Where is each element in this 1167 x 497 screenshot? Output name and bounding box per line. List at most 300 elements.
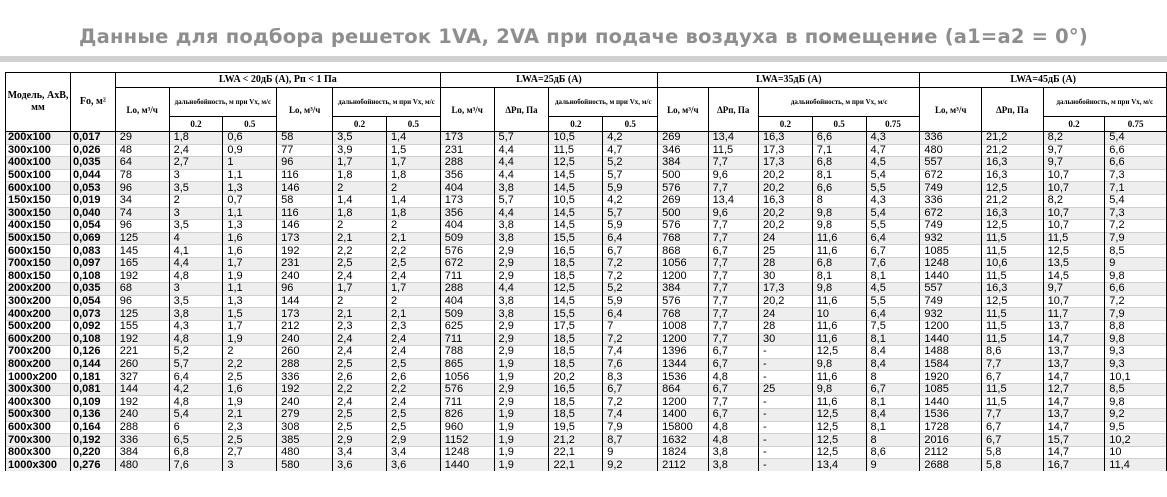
value-cell: 14,5 [549,169,603,182]
value-cell: 1,9 [494,459,549,471]
value-cell: 9,8 [1105,396,1167,409]
value-cell: 960 [440,421,494,434]
value-cell: 749 [920,220,982,233]
value-cell: 3,8 [494,295,549,308]
value-cell: 7,6 [169,459,223,471]
value-cell: 2,9 [494,245,549,258]
value-cell: 404 [440,295,494,308]
value-cell: 10,7 [1043,207,1105,220]
table-row [6,270,1167,283]
value-cell: 7,7 [708,220,758,233]
value-cell: 1920 [920,371,982,384]
value-cell: 2016 [920,434,982,447]
table-row [6,409,1167,422]
value-cell: 6,6 [1105,283,1167,296]
value-cell: 5,8 [982,446,1044,459]
value-cell: 5,4 [866,207,920,220]
value-cell: 1,9 [223,333,277,346]
value-cell: 8,4 [866,346,920,359]
value-cell: 336 [920,194,982,207]
table-row [6,144,1167,157]
value-cell: 7,4 [603,409,658,422]
table-row [6,245,1167,258]
value-cell: 4,8 [708,421,758,434]
value-cell: 8,6 [866,446,920,459]
value-cell: 3,8 [494,308,549,321]
col-lo-header: Lo, м³/ч [115,88,169,132]
value-cell: 7,4 [603,346,658,359]
fo-cell: 0,053 [70,182,115,195]
value-cell: 4,1 [169,245,223,258]
value-cell: 2 [386,182,440,195]
value-cell: 9,3 [1105,346,1167,359]
value-cell: 14,7 [1043,446,1105,459]
value-cell: 15800 [658,421,708,434]
fo-cell: 0,108 [70,270,115,283]
title-divider [0,56,1167,62]
value-cell: 3,8 [494,220,549,233]
value-cell: 288 [115,421,169,434]
value-cell: 4 [169,232,223,245]
value-cell: - [758,421,812,434]
value-cell: 12,5 [812,434,866,447]
value-cell: 68 [115,283,169,296]
value-cell: 1,3 [223,220,277,233]
value-cell: 212 [277,320,333,333]
value-cell: 16,3 [982,207,1044,220]
value-cell: 9,8 [812,283,866,296]
value-cell: 14,7 [1043,371,1105,384]
fo-cell: 0,054 [70,295,115,308]
value-cell: 0,6 [223,132,277,145]
value-cell: 8,4 [866,358,920,371]
value-cell: 2688 [920,459,982,471]
value-cell: 15,5 [549,232,603,245]
value-cell: 8,6 [982,346,1044,359]
value-cell: 385 [277,434,333,447]
value-cell: 4,4 [494,169,549,182]
value-cell: 2,3 [386,320,440,333]
value-cell: 5,5 [866,295,920,308]
group-header-20db: LWA < 20дБ (А), Рп < 1 Па [115,73,440,88]
value-cell: 1,8 [386,207,440,220]
value-cell: 4,7 [866,144,920,157]
value-cell: 11,5 [982,232,1044,245]
col-vx-header: 0.2 [333,117,387,132]
value-cell: 9,7 [1043,283,1105,296]
value-cell: 3 [169,207,223,220]
value-cell: 25 [758,245,812,258]
value-cell: 96 [115,220,169,233]
value-cell: 1056 [440,371,494,384]
col-dp-header: ΔРп, Па [708,88,758,132]
value-cell: 10,7 [1043,169,1105,182]
value-cell: 2 [169,194,223,207]
value-cell: 1,9 [494,358,549,371]
value-cell: 30 [758,333,812,346]
value-cell: 30 [758,270,812,283]
value-cell: 17,3 [758,144,812,157]
col-vx-header: 0.2 [549,117,603,132]
col-range-header: дальнобойность, м при Vx, м/с [758,88,919,117]
value-cell: 17,5 [549,320,603,333]
value-cell: 28 [758,320,812,333]
value-cell: 16,5 [549,383,603,396]
value-cell: 13,7 [1043,358,1105,371]
value-cell: 3,8 [708,459,758,471]
value-cell: 10,1 [1105,371,1167,384]
value-cell: 9,8 [812,207,866,220]
value-cell: 480 [115,459,169,471]
value-cell: 1,8 [333,207,387,220]
value-cell: 5,9 [603,295,658,308]
value-cell: 11,6 [812,295,866,308]
value-cell: 9,7 [1043,157,1105,170]
value-cell: 6,7 [708,245,758,258]
value-cell: 288 [277,358,333,371]
fo-cell: 0,017 [70,132,115,145]
value-cell: 16,3 [758,194,812,207]
model-cell: 1000x200 [6,371,71,384]
value-cell: 1396 [658,346,708,359]
value-cell: 2,2 [333,245,387,258]
col-lo-header: Lo, м³/ч [920,88,982,132]
value-cell: 14,7 [1043,333,1105,346]
value-cell: 1,9 [494,409,549,422]
value-cell: 509 [440,308,494,321]
value-cell: 48 [115,144,169,157]
value-cell: 4,4 [494,283,549,296]
value-cell: 1,9 [494,446,549,459]
value-cell: 4,3 [169,320,223,333]
value-cell: 2,6 [386,371,440,384]
value-cell: 7,2 [1105,220,1167,233]
value-cell: 2,9 [494,396,549,409]
value-cell: 6,4 [603,232,658,245]
value-cell: 116 [277,207,333,220]
value-cell: 2,4 [386,333,440,346]
value-cell: 155 [115,320,169,333]
value-cell: 7,7 [708,182,758,195]
value-cell: 288 [440,157,494,170]
value-cell: 8,5 [1105,383,1167,396]
value-cell: 5,5 [866,220,920,233]
value-cell: 1,7 [223,320,277,333]
value-cell: 1632 [658,434,708,447]
fo-cell: 0,126 [70,346,115,359]
value-cell: 6,7 [866,383,920,396]
value-cell: 2112 [920,446,982,459]
value-cell: 2,7 [169,157,223,170]
value-cell: 5,7 [169,358,223,371]
value-cell: 7,7 [708,283,758,296]
value-cell: 4,8 [169,396,223,409]
model-cell: 150x150 [6,194,71,207]
value-cell: 3,8 [494,232,549,245]
model-cell: 400x300 [6,396,71,409]
value-cell: 4,3 [866,194,920,207]
value-cell: 2,5 [333,257,387,270]
value-cell: 12,5 [982,295,1044,308]
value-cell: 6,4 [603,308,658,321]
col-vx-header: 0.75 [1105,117,1167,132]
value-cell: 10,2 [1105,434,1167,447]
table-row [6,358,1167,371]
value-cell: 3 [223,459,277,471]
fo-cell: 0,069 [70,232,115,245]
value-cell: 221 [115,346,169,359]
model-cell: 600x100 [6,182,71,195]
value-cell: 22,1 [549,446,603,459]
value-cell: 1,5 [386,144,440,157]
value-cell: 10,5 [549,194,603,207]
model-cell: 300x300 [6,383,71,396]
col-vx-header: 0.5 [812,117,866,132]
value-cell: 240 [277,333,333,346]
value-cell: 2,1 [386,308,440,321]
value-cell: 1,8 [169,132,223,145]
value-cell: 5,2 [169,346,223,359]
value-cell: 11,5 [982,333,1044,346]
value-cell: 58 [277,194,333,207]
value-cell: 10,7 [1043,295,1105,308]
value-cell: 1,1 [223,169,277,182]
value-cell: 2,5 [223,434,277,447]
value-cell: 144 [115,383,169,396]
value-cell: 4,2 [169,383,223,396]
value-cell: 77 [277,144,333,157]
value-cell: 2,4 [333,346,387,359]
value-cell: 1584 [920,358,982,371]
value-cell: 10,6 [982,257,1044,270]
value-cell: 5,5 [866,182,920,195]
value-cell: 64 [115,157,169,170]
value-cell: 1728 [920,421,982,434]
model-cell: 400x100 [6,157,71,170]
value-cell: 2,1 [386,232,440,245]
value-cell: 2,2 [333,383,387,396]
value-cell: 557 [920,157,982,170]
value-cell: 1,7 [386,157,440,170]
value-cell: - [758,459,812,471]
value-cell: 10 [1105,446,1167,459]
table-row [6,232,1167,245]
value-cell: 3,4 [333,446,387,459]
value-cell: 1,8 [333,169,387,182]
value-cell: 7 [603,320,658,333]
value-cell: 18,5 [549,270,603,283]
value-cell: 576 [658,182,708,195]
value-cell: 15,7 [1043,434,1105,447]
value-cell: 7,7 [982,409,1044,422]
value-cell: 672 [920,169,982,182]
value-cell: 8,1 [866,421,920,434]
value-cell: 2,9 [494,320,549,333]
value-cell: 8,1 [866,396,920,409]
value-cell: 145 [115,245,169,258]
value-cell: 788 [440,346,494,359]
value-cell: 9,2 [603,459,658,471]
group-header-35db: LWA=35дБ (А) [658,73,920,88]
value-cell: 173 [440,194,494,207]
model-cell: 600x150 [6,245,71,258]
value-cell: 12,5 [812,409,866,422]
value-cell: 576 [658,295,708,308]
value-cell: 16,3 [982,169,1044,182]
value-cell: 11,6 [812,333,866,346]
value-cell: 18,5 [549,346,603,359]
value-cell: 74 [115,207,169,220]
table-row [6,371,1167,384]
value-cell: 14,5 [549,182,603,195]
value-cell: 12,5 [549,157,603,170]
value-cell: 34 [115,194,169,207]
value-cell: 2,9 [494,383,549,396]
value-cell: 5,2 [603,283,658,296]
value-cell: 9,8 [812,358,866,371]
value-cell: 25 [758,383,812,396]
value-cell: 7,9 [1105,232,1167,245]
value-cell: 2,9 [494,257,549,270]
value-cell: 7,7 [708,396,758,409]
value-cell: 13,5 [1043,257,1105,270]
value-cell: 13,4 [812,459,866,471]
model-cell: 400x150 [6,220,71,233]
fo-cell: 0,083 [70,245,115,258]
value-cell: 1488 [920,346,982,359]
col-vx-header: 0.2 [758,117,812,132]
value-cell: 1,3 [223,182,277,195]
value-cell: 1440 [920,396,982,409]
value-cell: 231 [277,257,333,270]
value-cell: 2,4 [386,346,440,359]
value-cell: 336 [920,132,982,145]
col-vx-header: 0.5 [603,117,658,132]
value-cell: 8,5 [1105,245,1167,258]
col-lo-header: Lo, м³/ч [277,88,333,132]
value-cell: 1,6 [223,232,277,245]
value-cell: 240 [277,270,333,283]
value-cell: 4,3 [866,132,920,145]
value-cell: 96 [115,295,169,308]
col-range-header: дальнобойность, м при Vx, м/с [1043,88,1166,117]
value-cell: 28 [758,257,812,270]
value-cell: 7,2 [603,257,658,270]
value-cell: 146 [277,220,333,233]
value-cell: 4,8 [169,270,223,283]
value-cell: 7,7 [708,232,758,245]
value-cell: 15,5 [549,308,603,321]
value-cell: 11,7 [1043,308,1105,321]
value-cell: 8 [866,434,920,447]
value-cell: 4,2 [603,194,658,207]
value-cell: 2,9 [494,270,549,283]
value-cell: 6,7 [982,421,1044,434]
fo-cell: 0,097 [70,257,115,270]
value-cell: 7,2 [603,270,658,283]
value-cell: 3,8 [494,182,549,195]
model-cell: 1000x300 [6,459,71,471]
table-row [6,346,1167,359]
value-cell: 1,9 [494,371,549,384]
value-cell: 7,2 [603,333,658,346]
value-cell: 269 [658,132,708,145]
table-row [6,283,1167,296]
value-cell: 4,5 [866,157,920,170]
value-cell: 404 [440,220,494,233]
model-cell: 600x200 [6,333,71,346]
value-cell: 480 [920,144,982,157]
table-row [6,157,1167,170]
value-cell: 3,4 [386,446,440,459]
value-cell: 711 [440,333,494,346]
value-cell: 2,5 [333,421,387,434]
model-cell: 200x100 [6,132,71,145]
model-cell: 500x300 [6,409,71,422]
col-dp-header: ΔРп, Па [494,88,549,132]
value-cell: 1824 [658,446,708,459]
fo-cell: 0,276 [70,459,115,471]
value-cell: 9,5 [1105,421,1167,434]
value-cell: 6,7 [603,383,658,396]
value-cell: 2,3 [223,421,277,434]
value-cell: 9,8 [812,383,866,396]
fo-cell: 0,054 [70,220,115,233]
value-cell: 4,5 [866,283,920,296]
value-cell: 240 [115,409,169,422]
fo-cell: 0,136 [70,409,115,422]
fo-cell: 0,108 [70,333,115,346]
value-cell: 173 [440,132,494,145]
value-cell: 3,8 [169,308,223,321]
value-cell: 500 [658,169,708,182]
value-cell: 2,4 [169,144,223,157]
value-cell: 11,4 [1105,459,1167,471]
value-cell: 1,5 [223,308,277,321]
col-vx-header: 0.5 [223,117,277,132]
value-cell: 20,2 [758,207,812,220]
value-cell: 9,8 [1105,333,1167,346]
value-cell: 6,4 [866,308,920,321]
value-cell: 11,5 [708,144,758,157]
value-cell: 12,7 [1043,383,1105,396]
fo-cell: 0,192 [70,434,115,447]
value-cell: 356 [440,169,494,182]
value-cell: - [758,396,812,409]
value-cell: 13,7 [1043,320,1105,333]
value-cell: 8,2 [1043,132,1105,145]
value-cell: 3,5 [333,132,387,145]
value-cell: 1,1 [223,283,277,296]
value-cell: 29 [115,132,169,145]
value-cell: 12,5 [982,220,1044,233]
model-cell: 700x300 [6,434,71,447]
value-cell: 2,4 [333,396,387,409]
value-cell: 14,5 [549,220,603,233]
value-cell: 2,2 [386,245,440,258]
value-cell: 260 [115,358,169,371]
value-cell: 173 [277,308,333,321]
value-cell: 5,7 [494,194,549,207]
value-cell: 7,7 [982,358,1044,371]
value-cell: 1,8 [386,169,440,182]
col-fo-header: Fo, м² [70,73,115,132]
value-cell: 5,4 [1105,194,1167,207]
value-cell: 12,5 [812,446,866,459]
value-cell: 2,5 [223,371,277,384]
value-cell: 20,2 [549,371,603,384]
value-cell: 10,5 [549,132,603,145]
